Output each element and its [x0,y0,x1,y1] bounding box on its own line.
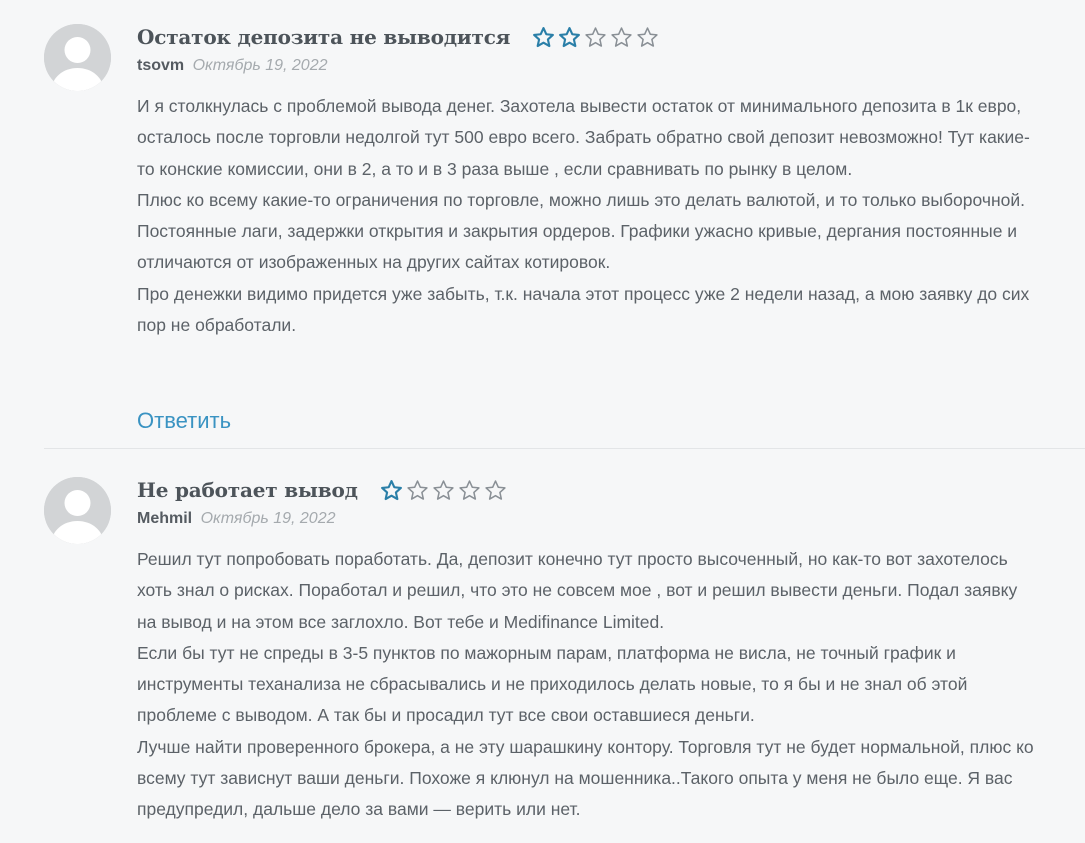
user-placeholder-icon [44,24,111,91]
review-date: Октябрь 19, 2022 [192,57,328,74]
review-paragraph: Если бы тут не спреды в 3-5 пунктов по мажорным парам, платформа не висла, не точный график и инструменты теханализа не сбрасывались и не приходилось делать новые, то я бы и не знал об этой проблеме с выводом. А так бы и просадил тут все свои оставшиеся деньги. [137,642,968,726]
star-empty-icon [432,479,455,502]
star-empty-icon [484,479,507,502]
star-filled-icon [532,26,555,49]
review-meta [137,57,328,75]
avatar [44,477,111,544]
divider [44,448,1085,449]
review-title: Не работает вывод [137,478,358,502]
review-paragraph: И я столкнулась с проблемой вывода денег. Захотела вывести остаток от минимального депозита в 1к евро, осталось после торговли недолгой тут 500 евро всего. Забрать обратно свой депозит невозможно! Тут какие-то конские комиссии, они в 2, а то и в 3 раза выше , если сравнивать по рынку в целом. [137,96,1030,179]
review-date: Октябрь 19, 2022 [200,510,336,527]
star-filled-icon [558,26,581,49]
review-paragraph: Про денежки видимо придется уже забыть, т.к. начала этот процесс уже 2 недели назад, а мою заявку до сих пор не обработали. [137,283,1030,336]
user-placeholder-icon [44,477,111,544]
review-paragraph: Лучше найти проверенного брокера, а не эту шарашкину контору. Торговля тут не будет нормальной, плюс ко всему тут зависнут ваши деньги. Похоже я клюнул на мошенника..Такого опыта у меня не было еще. Я вас предупредил, дальше дело за вами — верить или нет. [137,736,1034,820]
review-paragraph: Плюс ко всему какие-то ограничения по торговле, можно лишь это делать валютой, и то только выборочной. Постоянные лаги, задержки открытия и закрытия ордеров. Графики ужасно кривые, дергания постоянные и отличаются от изображенных на других сайтах котировок. [137,189,1025,273]
star-empty-icon [636,26,659,49]
review-meta [137,510,336,528]
author-name: Mehmil [137,510,193,527]
star-empty-icon [610,26,633,49]
star-filled-icon [380,479,403,502]
star-empty-icon [406,479,429,502]
review-body [137,544,1037,826]
star-rating [380,479,507,502]
review-title: Остаток депозита не выводится [137,25,511,49]
star-empty-icon [584,26,607,49]
avatar [44,24,111,91]
author-name: tsovm [137,57,185,74]
review-paragraph: Решил тут попробовать поработать. Да, депозит конечно тут просто высоченный, но как-то вот захотелось хоть знал о рисках. Поработал и решил, что это не совсем мое , вот и решил вывести деньги. Подал заявку на вывод и на этом все заглохло. Вот тебе и Medifinance Limited. [137,549,1018,632]
review-body [137,91,1037,341]
reply-link[interactable]: Ответить [137,408,232,433]
star-empty-icon [458,479,481,502]
star-rating [532,26,659,49]
